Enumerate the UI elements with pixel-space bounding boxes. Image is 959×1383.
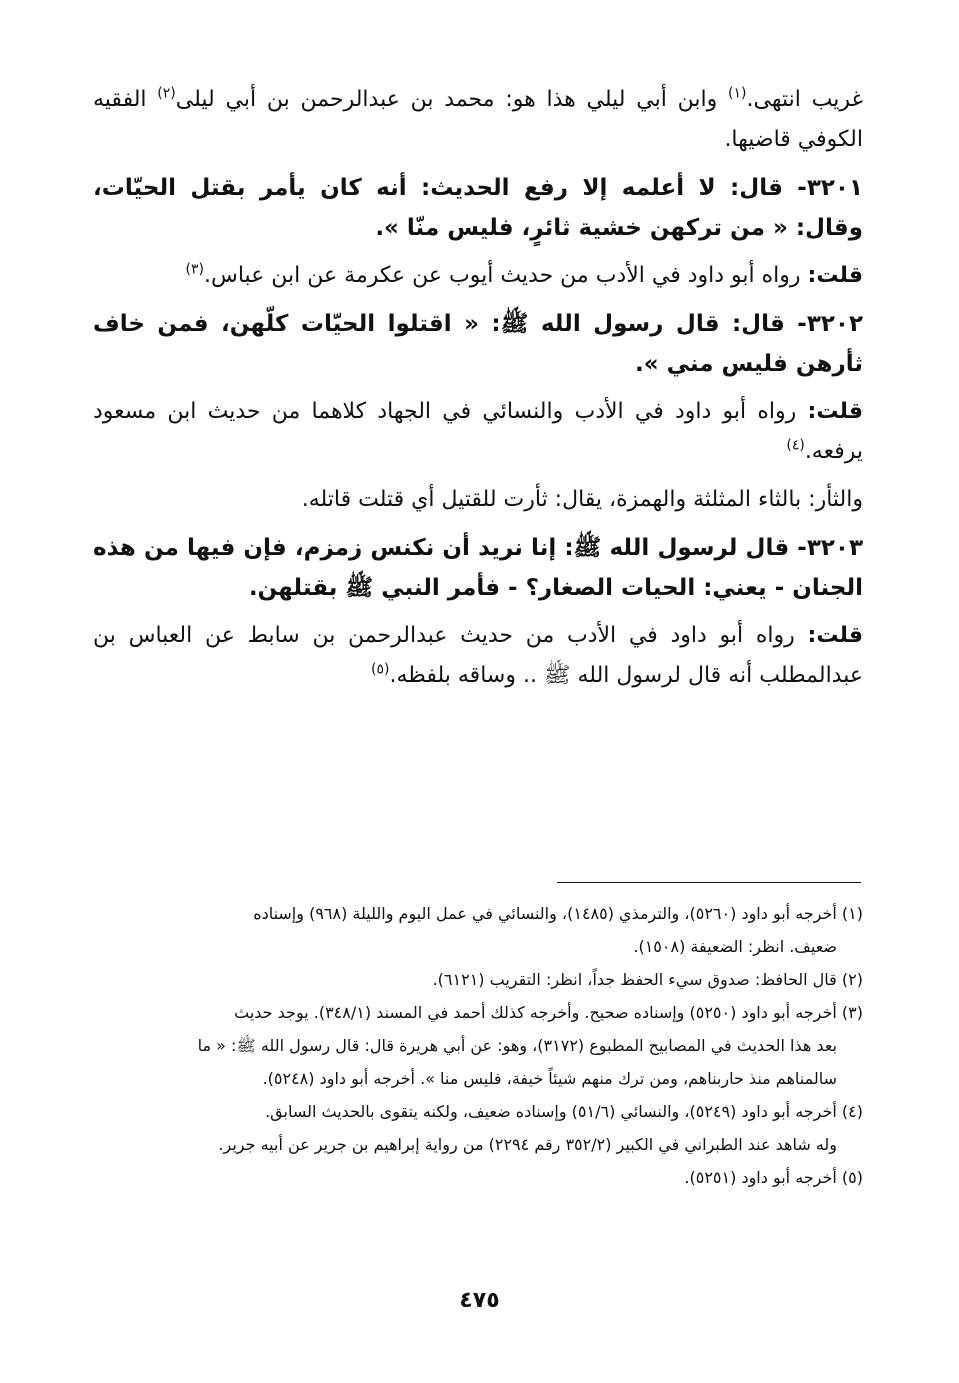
footnote-3-cont: بعد هذا الحديث في المصابيح المطبوع (٣١٧٢)، وهو: عن أبي هريرة قال: قال رسول الله ﷺ: « ما [197,1036,837,1055]
footnote-3: (٣) أخرجه أبو داود (٥٢٥٠) وإسناده صحيح. وأخرجه كذلك أحمد في المسند (٣٤٨/١). يوجد حديث [234,1003,863,1022]
qult-label: قلت: [807,263,863,288]
commentary-3201 [93,256,863,296]
intro-text-2: وابن أبي ليلي هذا هو: محمد بن عبدالرحمن بن أبي ليلى [175,87,729,112]
footnote-4: (٤) أخرجه أبو داود (٥٢٤٩)، والنسائي (٥١/٦) وإسناده ضعيف، ولكنه يتقوى بالحديث السابق. [265,1102,863,1121]
footnote-4-cont: وله شاهد عند الطبراني في الكبير (٣٥٢/٢ رقم ٢٢٩٤) من رواية إبراهيم بن جرير عن أبيه جرير. [218,1135,837,1154]
footnote-2: (٢) قال الحافظ: صدوق سيء الحفظ جداً، انظر: التقريب (٦١٢١). [432,970,863,989]
definition-thaar: والثأر: بالثاء المثلثة والهمزة، يقال: ثأرت للقتيل أي قتلت قاتله. [301,487,863,512]
footnote-ref-2: (٢) [157,85,176,102]
intro-text-3: الفقيه الكوفي قاضيها. [93,87,863,152]
hadith-3203: ٣٢٠٣- قال لرسول الله ﷺ: إنا نريد أن نكنس زمزم، فإن فيها من هذه الجنان - يعني: الحيات الصغار؟ - فأمر النبي ﷺ بقتلهن. [93,535,863,601]
footnote-ref-3: (٣) [185,261,204,278]
footnote-ref-5: (٥) [371,661,390,678]
hadith-3202: ٣٢٠٢- قال: قال رسول الله ﷺ: « اقتلوا الحيّات كلّهن، فمن خاف ثأرهن فليس مني ». [93,311,863,377]
footnote-1-cont: ضعيف. انظر: الضعيفة (١٥٠٨). [633,937,837,956]
commentary-text: رواه أبو داود في الأدب والنسائي في الجهاد كلاهما من حديث ابن مسعود يرفعه. [93,399,863,464]
qult-label: قلت: [807,399,863,424]
hadith-3201: ٣٢٠١- قال: لا أعلمه إلا رفع الحديث: أنه كان يأمر بقتل الحيّات، وقال: « من تركهن خشية ثائرٍ، فليس منّا ». [93,175,863,241]
footnote-1: (١) أخرجه أبو داود (٥٢٦٠)، والترمذي (١٤٨٥)، والنسائي في عمل اليوم والليلة (٩٦٨) وإسناده [253,904,863,923]
footnote-ref-4: (٤) [786,437,805,454]
footnote-3-cont: سالمناهم منذ حاربناهم، ومن ترك منهم شيئاً خيفة، فليس منا ». أخرجه أبو داود (٥٢٤٨). [262,1069,837,1088]
commentary-text: رواه أبو داود في الأدب من حديث أيوب عن عكرمة عن ابن عباس. [204,263,808,288]
commentary-3203 [93,616,863,696]
paragraph-intro [93,80,863,160]
page-number: ٤٧٥ [459,1288,500,1313]
commentary-3202 [93,392,863,472]
footnote-5: (٥) أخرجه أبو داود (٥٢٥١). [684,1168,863,1187]
commentary-text: رواه أبو داود في الأدب من حديث عبدالرحمن بن سابط عن العباس بن عبدالمطلب أنه قال لرسول الله ﷺ .. وساقه بلفظه. [93,623,863,688]
main-text [93,80,863,704]
intro-text-1: غريب انتهى. [746,87,863,112]
footnotes [78,898,863,1195]
qult-label: قلت: [807,623,863,648]
footnote-divider [557,882,861,883]
footnote-ref-1: (١) [728,85,747,102]
